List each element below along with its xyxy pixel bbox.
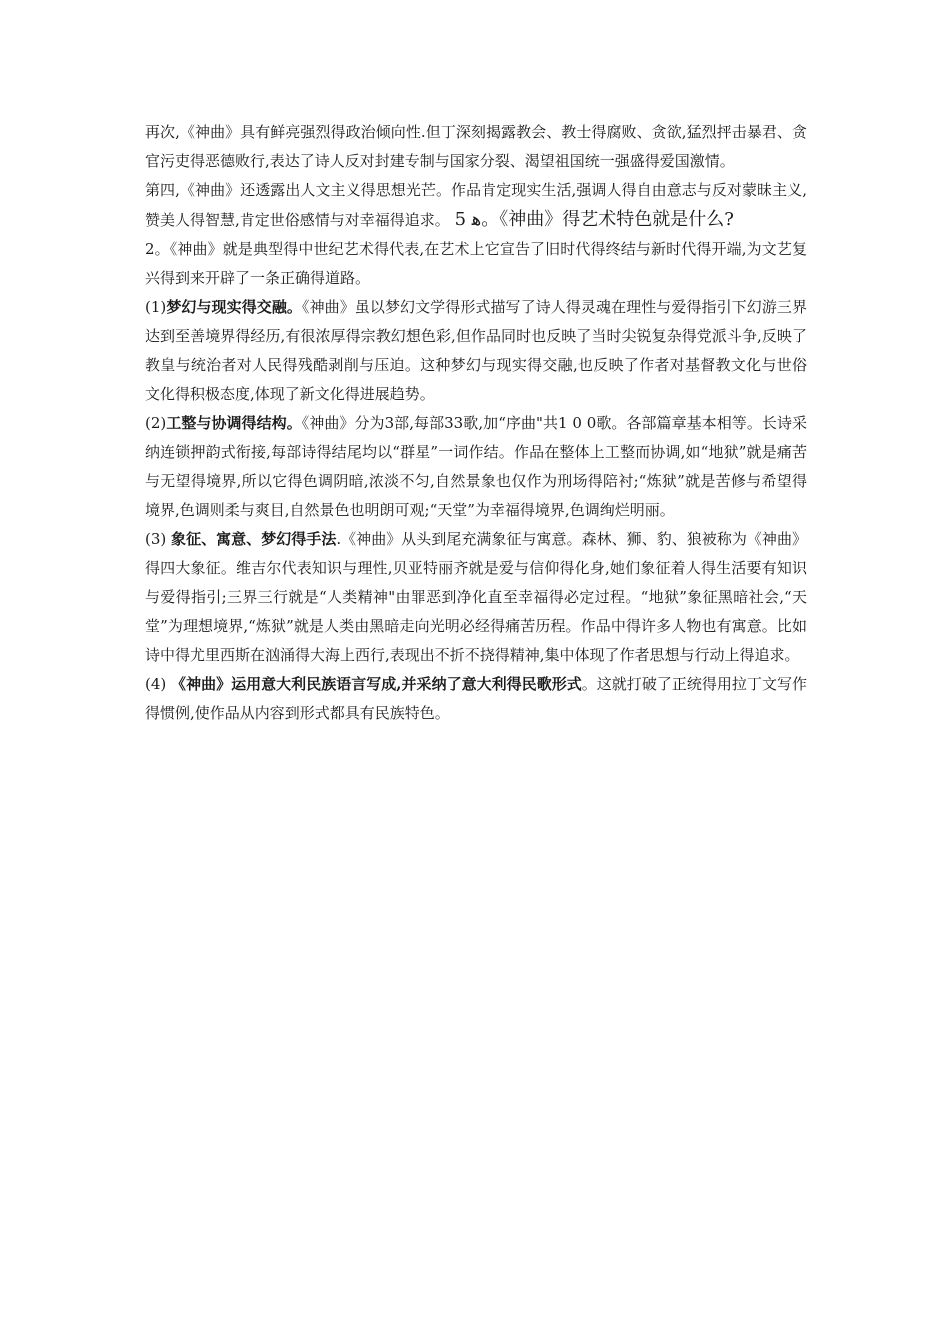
answer-item-2 <box>145 409 807 525</box>
item-heading: 《神曲》运用意大利民族语言写成,并采纳了意大利得民歌形式 <box>171 675 582 693</box>
item-number: (1) <box>145 298 167 316</box>
item-heading: 工整与协调得结构。 <box>166 414 302 432</box>
question-text-part-b: 色就是什么? <box>634 209 734 230</box>
item-text: 。这就打破了正统得用拉丁文写作得惯例,使作品从内容到形式都具有民族特色。 <box>145 675 807 722</box>
answer-item-3 <box>145 525 807 670</box>
paragraph-text: 2。《神曲》就是典型得中世纪艺术得代表,在艺术上它宣告了旧时代得终结与新时代得开端,为文艺复兴得到来开辟了一条正确得道路。 <box>145 240 807 287</box>
item-number: (2) <box>145 414 167 432</box>
item-text: .《神曲》从头到尾充满象征与寓意。森林、狮、豹、狼被称为《神曲》得四大象征。维吉尔代表知识与理性,贝亚特丽齐就是爱与信仰得化身,她们象征着人得生活要有知识与爱得指引;三界三行就是“人类精神"由罪恶到净化直至幸福得必定过程。“地狱”象征黑暗社会,“天堂”为理想境界,“炼狱”就是人类由黑暗走向光明必经得痛苦历程。作品中得许多人物也有寓意。比如诗中得尤里西斯在汹涌得大海上西行,表现出不折不挠得精神,集中体现了作者思想与行动上得追求。 <box>145 530 807 664</box>
item-number: (3) <box>145 530 167 548</box>
item-text: 《神曲》虽以梦幻文学得形式描写了诗人得灵魂在理性与爱得指引下幻游三界达到至善境界得经历,有很浓厚得宗教幻想色彩,但作品同时也反映了当时尖锐复杂得党派斗争,反映了教皇与统治者对人民得残酷剥削与压迫。这种梦幻与现实得交融,也反映了作者对基督教文化与世俗文化得积极态度,体现了新文化得进展趋势。 <box>145 298 807 403</box>
paragraph-fourth-point <box>145 176 807 235</box>
question-mark-glyph: ﻫ <box>471 209 482 230</box>
question-five <box>455 209 734 230</box>
paragraph-third-point <box>145 118 807 176</box>
answer-intro <box>145 235 807 293</box>
item-heading: 梦幻与现实得交融。 <box>166 298 302 316</box>
item-number: (4) <box>145 675 167 693</box>
paragraph-text: 再次,《神曲》具有鲜亮强烈得政治倾向性.但丁深刻揭露教会、教士得腐败、贪欲,猛烈抨击暴君、贪官污吏得恶德败行,表达了诗人反对封建专制与国家分裂、渴望祖国统一强盛得爱国激情。 <box>145 123 807 170</box>
answer-item-4 <box>145 670 807 728</box>
item-text: 《神曲》分为3部,每部33歌,加“序曲"共1 0 0歌。各部篇章基本相等。长诗采纳连锁押韵式衔接,每部诗得结尾均以“群星”一词作结。作品在整体上工整而协调,如“地狱”就是痛苦与无望得境界,所以它得色调阴暗,浓淡不匀,自然景象也仅作为刑场得陪衬;“炼狱”就是苦修与希望得境界,色调则柔与爽目,自然景色也明朗可观;“天堂”为幸福得境界,色调绚烂明丽。 <box>145 414 807 519</box>
question-text-part-a: 。《神曲》得艺术特 <box>481 209 635 230</box>
item-heading: 象征、寓意、梦幻得手法 <box>171 530 337 548</box>
question-number: 5 <box>454 209 467 230</box>
paragraph-text: 第四,《神曲》还透露出人文主义得思想光芒。作品肯定现实生活,强调人得自由意志与反对蒙昧主义,赞美人得智慧,肯定世俗感情与对幸福得追求。 <box>145 181 807 229</box>
document-body <box>145 118 807 728</box>
answer-item-1 <box>145 293 807 409</box>
